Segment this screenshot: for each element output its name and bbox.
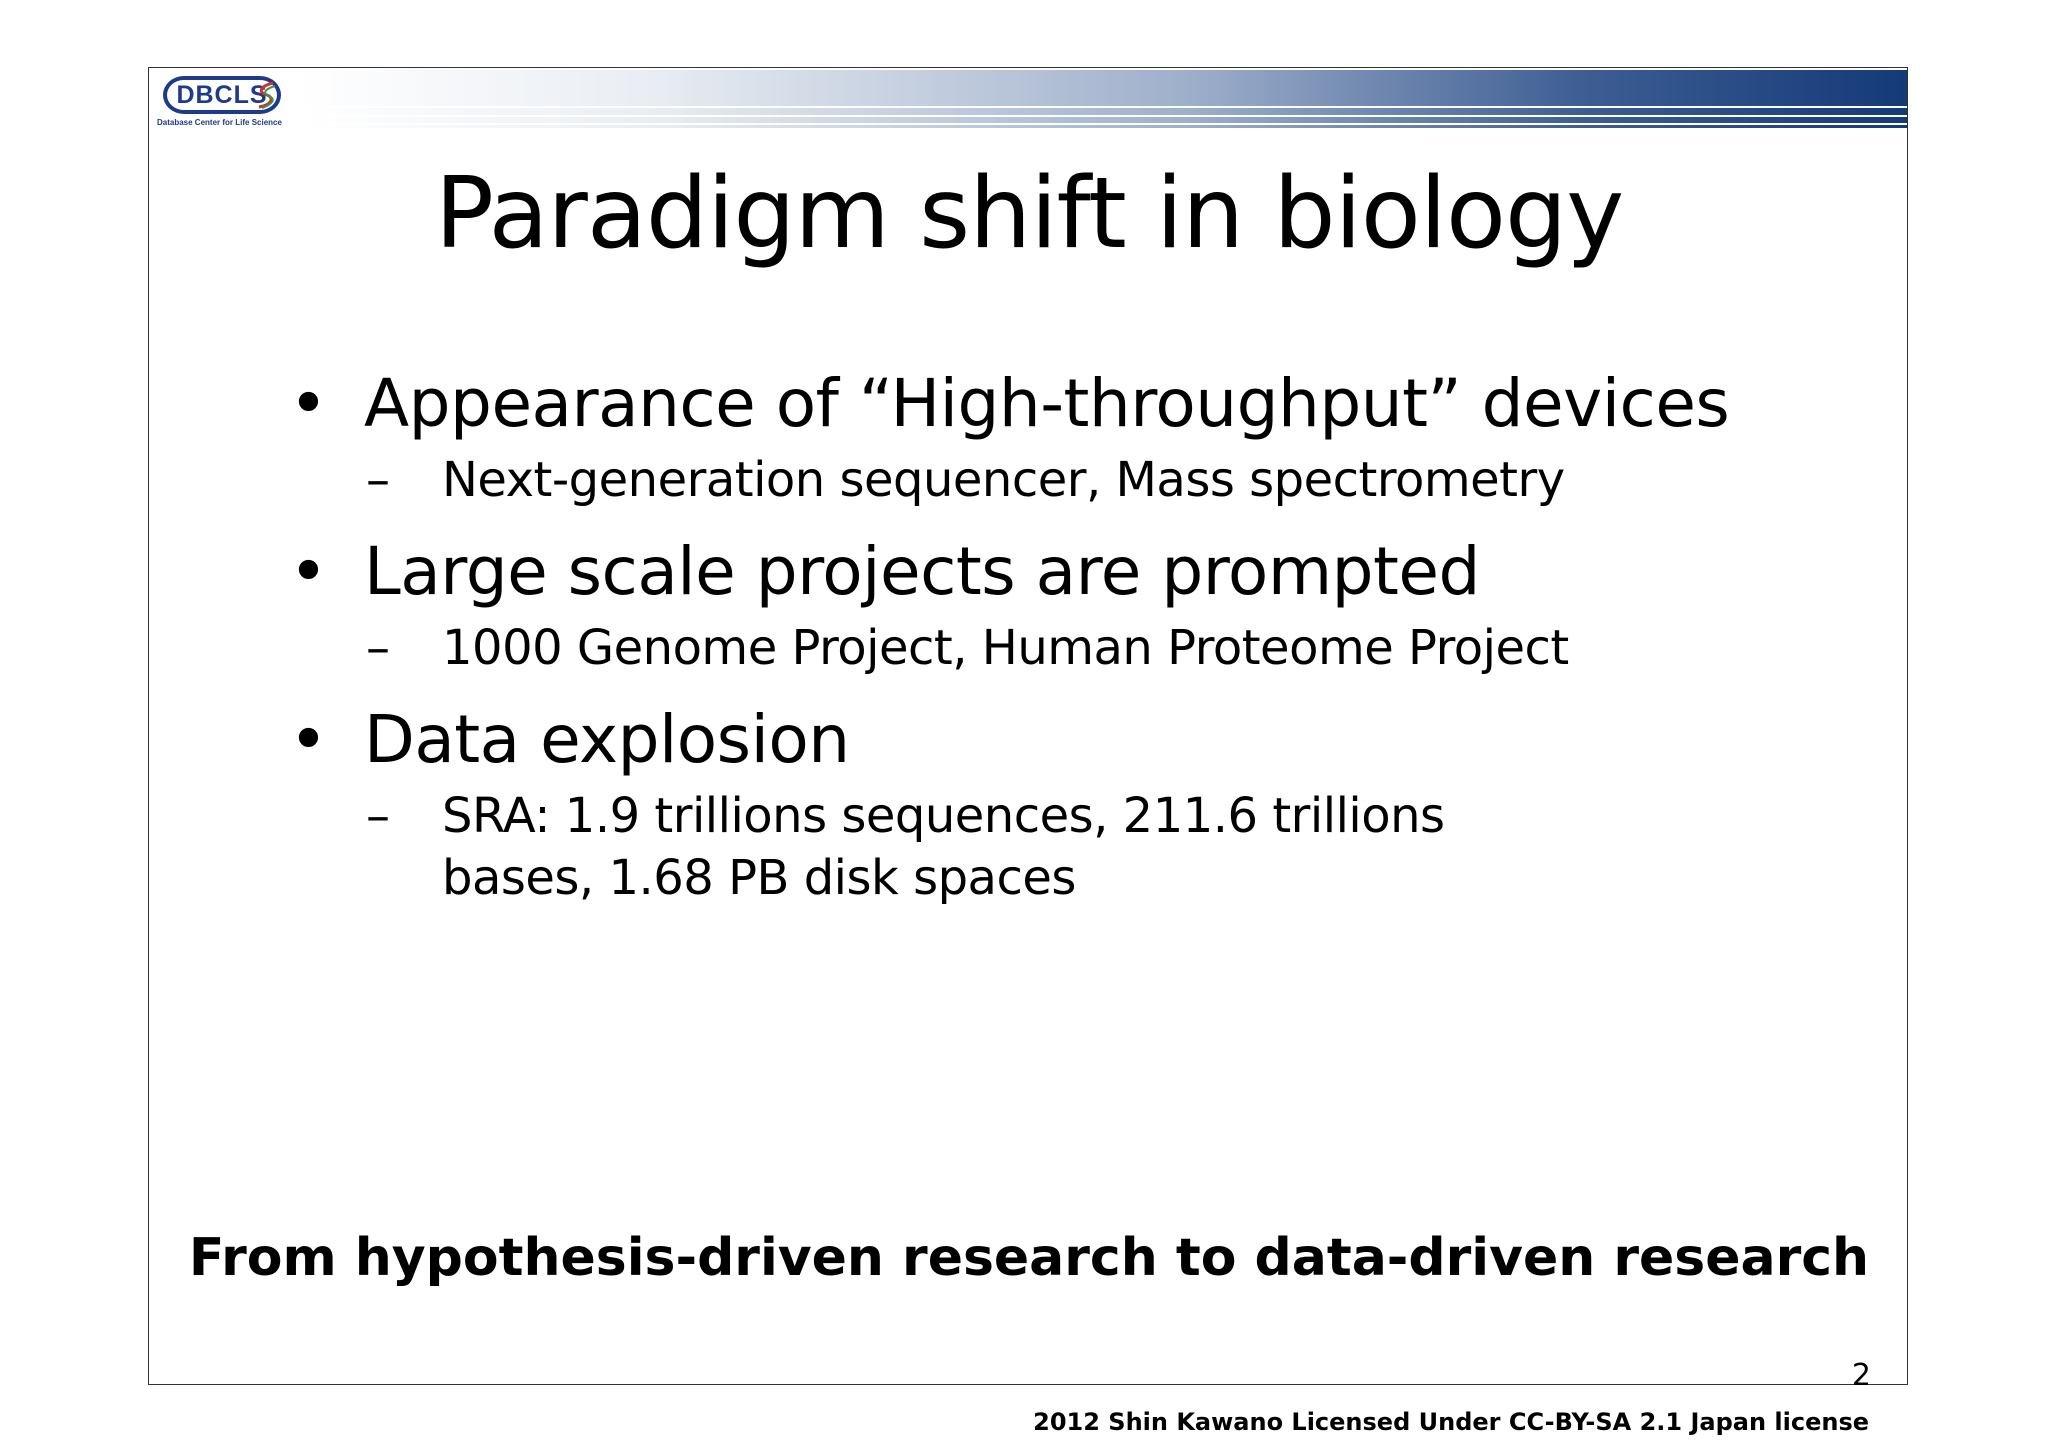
dbcls-logo: [157, 74, 297, 130]
bullet-text: Data explosion: [364, 701, 850, 778]
slide-title: Paradigm shift in biology: [434, 157, 1624, 271]
header-stripe: [299, 115, 1907, 117]
sub-bullet-text: 1000 Genome Project, Human Proteome Project: [442, 620, 1569, 676]
sub-bullet-item: [289, 617, 1749, 679]
header-stripe: [299, 123, 1907, 125]
bullet-list: [289, 363, 1749, 929]
sub-bullet-dash: –: [366, 452, 390, 508]
conclusion-statement: From hypothesis-driven research to data-driven research: [188, 1228, 1870, 1288]
bullet-item: [289, 531, 1749, 613]
bullet-dot: •: [289, 365, 328, 442]
bullet-item: [289, 363, 1749, 445]
sub-bullet-text: Next-generation sequencer, Mass spectrometry: [442, 452, 1565, 508]
logo-subtitle: Database Center for Life Science: [157, 118, 282, 127]
header-gradient-band: [299, 70, 1907, 128]
sub-bullet-item: [289, 785, 1542, 909]
bullet-text: Appearance of “High-throughput” devices: [364, 365, 1730, 442]
page-number: 2: [1851, 1358, 1871, 1393]
sub-bullet-text: SRA: 1.9 trillions sequences, 211.6 trillions bases, 1.68 PB disk spaces: [442, 788, 1445, 906]
sub-bullet-item: [289, 449, 1749, 511]
bullet-dot: •: [289, 533, 328, 610]
bullet-dot: •: [289, 701, 328, 778]
sub-bullet-dash: –: [366, 788, 390, 844]
sub-bullet-dash: –: [366, 620, 390, 676]
bullet-text: Large scale projects are prompted: [364, 533, 1480, 610]
logo-mark: DBCLS: [163, 76, 281, 114]
bullet-item: [289, 699, 1749, 781]
slide: [148, 67, 1908, 1436]
logo-swoosh-icon: [253, 80, 279, 110]
license-footer: 2012 Shin Kawano Licensed Under CC-BY-SA 2.1 Japan license: [1033, 1408, 1869, 1436]
header-stripe: [299, 106, 1907, 108]
